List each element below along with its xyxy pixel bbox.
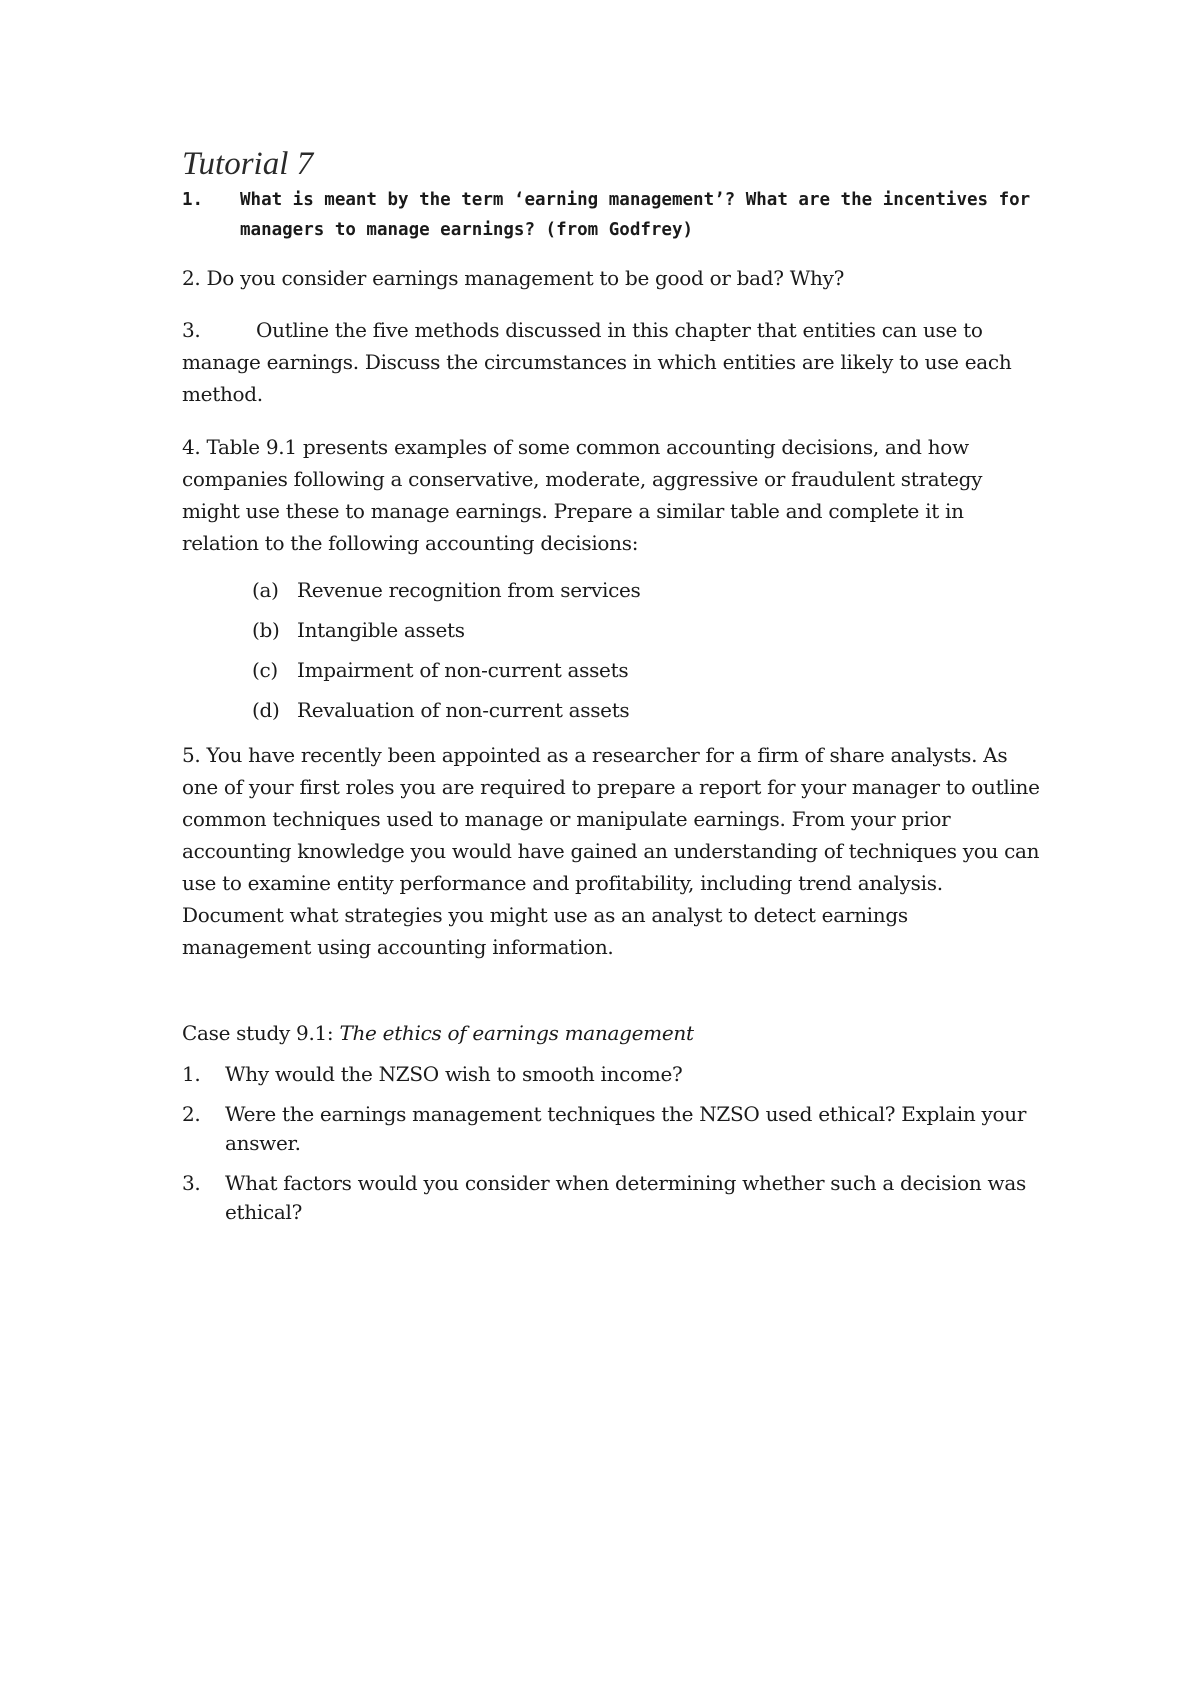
list-item-text: Impairment of non-current assets [297, 658, 629, 682]
question-2 [182, 262, 1042, 294]
list-item [252, 614, 952, 654]
list-item-label: 3. [182, 1171, 201, 1195]
list-item-label: (d) [252, 698, 280, 722]
page-title: Tutorial 7 [182, 146, 314, 182]
list-item [252, 654, 952, 694]
list-item [182, 1169, 1042, 1227]
question-4-text: Table 9.1 presents examples of some common accounting decisions, and how companies following a conservative, moderate, aggressive or fraudulent strategy might use these to manage earnings. Prepare a similar table and complete it in relation to the following accounting decisions: [182, 435, 983, 555]
question-1-number: 1. [182, 190, 204, 210]
list-item-label: 2. [182, 1102, 201, 1126]
case-study-heading [182, 1017, 1042, 1049]
question-5-number: 5. [182, 743, 201, 767]
question-3-number: 3. [182, 318, 201, 342]
list-item-label: (c) [252, 658, 278, 682]
case-study-subtitle: The ethics of earnings management [339, 1021, 694, 1045]
question-2-text: Do you consider earnings management to be good or bad? Why? [206, 266, 845, 290]
question-4 [182, 431, 1042, 559]
question-4-number: 4. [182, 435, 201, 459]
question-1 [182, 185, 1032, 245]
question-3 [182, 314, 1042, 410]
list-item-label: (a) [252, 578, 279, 602]
case-study-label: Case study 9.1: [182, 1021, 334, 1045]
question-5 [182, 739, 1042, 963]
list-item-text: Intangible assets [297, 618, 465, 642]
list-item [182, 1100, 1042, 1158]
list-item-text: Revaluation of non-current assets [297, 698, 630, 722]
question-2-number: 2. [182, 266, 201, 290]
list-item-label: (b) [252, 618, 280, 642]
list-item-text: What factors would you consider when determining whether such a decision was ethical? [225, 1171, 1026, 1224]
question-5-text: You have recently been appointed as a researcher for a firm of share analysts. As one of your first roles you are required to prepare a report for your manager to outline common techniques used to manage or manipulate earnings. From your prior accounting knowledge you would have gained an understanding of techniques you can use to examine entity performance and profitability, including trend analysis. Document what strategies you might use as an analyst to detect earnings management using accounting information. [182, 743, 1040, 959]
question-4-items [252, 574, 952, 734]
case-study-questions [182, 1060, 1042, 1238]
question-3-text: Outline the five methods discussed in this chapter that entities can use to manage earnings. Discuss the circumstances in which entities are likely to use each method. [182, 318, 1012, 406]
list-item [182, 1060, 1042, 1089]
question-1-text: What is meant by the term ‘earning management’? What are the incentives for managers to manage earnings? (from Godfrey) [240, 190, 1031, 240]
list-item [252, 694, 952, 734]
list-item-text: Revenue recognition from services [297, 578, 641, 602]
list-item-text: Were the earnings management techniques the NZSO used ethical? Explain your answer. [225, 1102, 1027, 1155]
list-item [252, 574, 952, 614]
list-item-text: Why would the NZSO wish to smooth income? [225, 1062, 683, 1086]
list-item-label: 1. [182, 1062, 201, 1086]
